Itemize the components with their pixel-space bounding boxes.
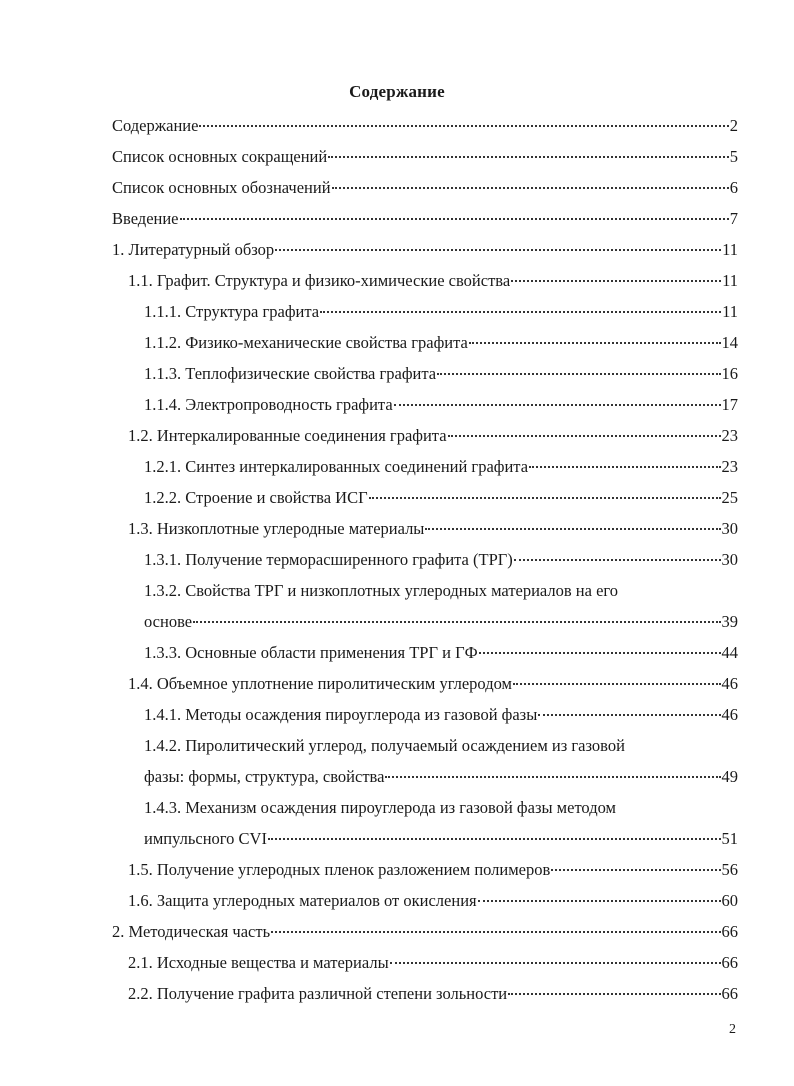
- toc-entry-page: 49: [721, 767, 738, 786]
- toc-entry[interactable]: [112, 482, 738, 513]
- dot-leader: [479, 646, 721, 654]
- toc-entry[interactable]: [112, 234, 738, 265]
- toc-entry-page: 14: [721, 333, 738, 352]
- toc-entry-text: 2.1. Исходные вещества и материалы: [128, 953, 389, 972]
- toc-entry-text: 1.4. Объемное уплотнение пиролитическим углеродом: [128, 674, 512, 693]
- toc-entry-text: 1.3. Низкоплотные углеродные материалы: [128, 519, 425, 538]
- toc-entry-text: 2.2. Получение графита различной степени зольности: [128, 984, 508, 1003]
- toc-entry[interactable]: [112, 451, 738, 482]
- toc-entry-page: 66: [721, 953, 738, 972]
- toc-entry-text: 1.3.1. Получение терморасширенного графита (ТРГ): [144, 550, 513, 569]
- dot-leader: [448, 429, 721, 437]
- toc-entry-page: 44: [721, 643, 738, 662]
- toc-entry-text: 1.1.3. Теплофизические свойства графита: [144, 364, 437, 383]
- toc-entry-page: 2: [729, 116, 738, 135]
- toc-entry[interactable]: [112, 916, 738, 947]
- dot-leader: [385, 770, 720, 778]
- toc-entry-text: 2. Методическая часть: [112, 922, 271, 941]
- toc-entry-text: 1.5. Получение углеродных пленок разложением полимеров: [128, 860, 551, 879]
- toc-entry[interactable]: [112, 389, 738, 420]
- toc-entry-page: 30: [721, 550, 738, 569]
- dot-leader: [513, 677, 721, 685]
- toc-entry[interactable]: [112, 420, 738, 451]
- dot-leader: [425, 522, 720, 530]
- toc-entry: [112, 606, 738, 637]
- toc-entry-text: фазы: формы, структура, свойства: [144, 767, 385, 786]
- toc-entry-page: 66: [721, 922, 738, 941]
- toc-entry-text: основе: [144, 612, 193, 631]
- dot-leader: [193, 615, 720, 623]
- toc-entry[interactable]: [112, 978, 738, 1009]
- dot-leader: [394, 398, 721, 406]
- toc-entry-text: 1.6. Защита углеродных материалов от окисления: [128, 891, 477, 910]
- toc-entry-text: Введение: [112, 209, 179, 228]
- toc-entry-text: 1.4.1. Методы осаждения пироуглерода из газовой фазы: [144, 705, 538, 724]
- toc-entry[interactable]: [112, 513, 738, 544]
- toc-entry[interactable]: [112, 265, 738, 296]
- dot-leader: [328, 150, 729, 158]
- toc-entry-text-line1: 1.4.3. Механизм осаждения пироуглерода из газовой фазы методом: [144, 798, 616, 817]
- toc-entry-page: 46: [721, 674, 738, 693]
- toc-entry-text-line1: 1.4.2. Пиролитический углерод, получаемый осаждением из газовой: [144, 736, 625, 755]
- toc-entry-text: Содержание: [112, 116, 199, 135]
- dot-leader: [199, 119, 728, 127]
- toc-entry-wrapped[interactable]: [112, 792, 738, 854]
- dot-leader: [268, 832, 721, 840]
- toc-entry-text: 1.1. Графит. Структура и физико-химические свойства: [128, 271, 511, 290]
- toc-entry-page: 6: [729, 178, 738, 197]
- toc-entry-page: 11: [722, 271, 738, 290]
- toc-entry-wrapped[interactable]: [112, 575, 738, 637]
- toc-entry-page: 60: [721, 891, 738, 910]
- toc-entry-text-line1: 1.3.2. Свойства ТРГ и низкоплотных углеродных материалов на его: [144, 581, 619, 600]
- toc-entry[interactable]: [112, 544, 738, 575]
- toc-entry[interactable]: [112, 358, 738, 389]
- toc-entry-page: 7: [729, 209, 738, 228]
- toc-entry-page: 23: [721, 426, 738, 445]
- toc-entry-text: 1. Литературный обзор: [112, 240, 275, 259]
- table-of-contents: [112, 110, 738, 1009]
- toc-entry-text: 1.2. Интеркалированные соединения графита: [128, 426, 447, 445]
- toc-entry: [112, 761, 738, 792]
- toc-entry[interactable]: [112, 203, 738, 234]
- toc-entry-text: 1.2.1. Синтез интеркалированных соединений графита: [144, 457, 529, 476]
- toc-entry-page: 30: [721, 519, 738, 538]
- toc-entry-page: 51: [721, 829, 738, 848]
- toc-entry-page: 11: [722, 240, 738, 259]
- dot-leader: [508, 987, 720, 995]
- toc-entry[interactable]: [112, 172, 738, 203]
- toc-entry[interactable]: [112, 885, 738, 916]
- toc-entry-page: 56: [721, 860, 738, 879]
- toc-entry[interactable]: [112, 141, 738, 172]
- toc-entry: [112, 823, 738, 854]
- toc-entry-text: 1.1.1. Структура графита: [144, 302, 320, 321]
- toc-entry-text: Список основных сокращений: [112, 147, 328, 166]
- toc-entry[interactable]: [112, 296, 738, 327]
- dot-leader: [332, 181, 729, 189]
- dot-leader: [180, 212, 729, 220]
- dot-leader: [529, 460, 720, 468]
- dot-leader: [551, 863, 720, 871]
- toc-entry-text: Список основных обозначений: [112, 178, 331, 197]
- toc-entry[interactable]: [112, 668, 738, 699]
- toc-entry-page: 5: [729, 147, 738, 166]
- dot-leader: [275, 243, 721, 251]
- dot-leader: [511, 274, 721, 282]
- dot-leader: [369, 491, 721, 499]
- toc-entry[interactable]: [112, 327, 738, 358]
- toc-entry-page: 66: [721, 984, 738, 1003]
- toc-entry-page: 46: [721, 705, 738, 724]
- toc-entry[interactable]: [112, 854, 738, 885]
- toc-entry-page: 16: [721, 364, 738, 383]
- dot-leader: [469, 336, 721, 344]
- toc-entry[interactable]: [112, 110, 738, 141]
- dot-leader: [437, 367, 720, 375]
- toc-entry-page: 11: [722, 302, 738, 321]
- toc-entry-page: 25: [721, 488, 738, 507]
- page-title: Содержание: [349, 82, 445, 101]
- dot-leader: [538, 708, 720, 716]
- dot-leader: [478, 894, 721, 902]
- toc-entry-text: 1.1.2. Физико-механические свойства графита: [144, 333, 468, 352]
- dot-leader: [320, 305, 721, 313]
- toc-entry-page: 17: [721, 395, 738, 414]
- page-number: 2: [729, 1022, 736, 1037]
- toc-entry-page: 39: [721, 612, 738, 631]
- toc-entry-text: 1.3.3. Основные области применения ТРГ и ГФ: [144, 643, 478, 662]
- toc-entry[interactable]: [112, 699, 738, 730]
- dot-leader: [271, 925, 720, 933]
- toc-entry[interactable]: [112, 637, 738, 668]
- toc-entry-text: 1.1.4. Электропроводность графита: [144, 395, 393, 414]
- dot-leader: [390, 956, 721, 964]
- toc-entry-wrapped[interactable]: [112, 730, 738, 792]
- dot-leader: [514, 553, 721, 561]
- toc-entry-text: импульсного CVI: [144, 829, 267, 848]
- toc-entry-text: 1.2.2. Строение и свойства ИСГ: [144, 488, 368, 507]
- toc-entry-page: 23: [721, 457, 738, 476]
- toc-entry[interactable]: [112, 947, 738, 978]
